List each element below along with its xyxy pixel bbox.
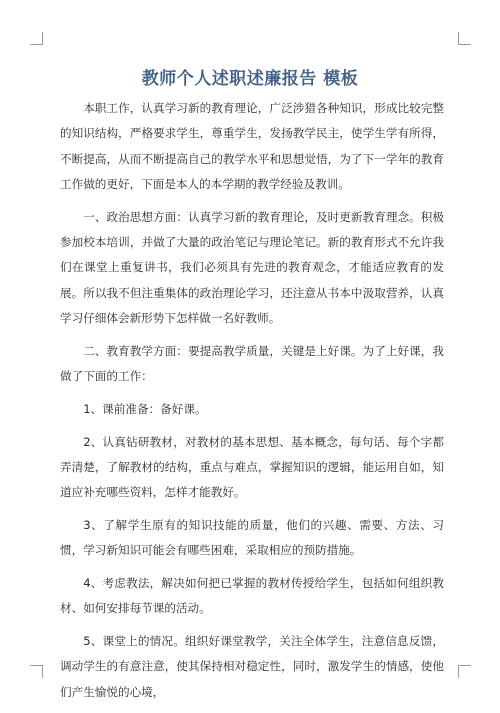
paragraph-teaching: 二、教育教学方面：要提高教学质量，关键是上好课。为了上好课，我做了下面的工作： xyxy=(60,343,444,383)
document-body xyxy=(60,96,444,713)
paragraph-item-4: 4、考虑教法，解决如何把已掌握的教材传授给学生，包括如何组织教材、如何安排每节课的活动。 xyxy=(60,576,444,616)
paragraph-item-1: 1、课前准备：备好课。 xyxy=(83,401,207,416)
paragraph-item-3: 3、了解学生原有的知识技能的质量，他们的兴趣、需要、方法、习惯，学习新知识可能会有哪些困难，采取相应的预防措施。 xyxy=(60,517,444,558)
document-title: 教师个人述职述廉报告 模板 xyxy=(141,69,359,89)
paragraph-political: 一、政治思想方面：认真学习新的教育理论，及时更新教育理念。积极参加校本培训，并做了大量的政治笔记与理论笔记。新的教育形式不允许我们在课堂上重复讲书，我们必须具有先进的教育观念，才能适应教育的发展。所以我不但注重集体的政治理论学习，还注意从书本中汲取营养，认真学习仔细体会新形势下怎样做一名好教师。 xyxy=(60,209,444,325)
crop-mark-bottom-left xyxy=(30,665,43,678)
paragraph-item-2: 2、认真钻研教材，对教材的基本思想、基本概念，每句话、每个字都弄清楚，了解教材的结构，重点与难点，掌握知识的逻辑，能运用自如，知道应补充哪些资料，怎样才能教好。 xyxy=(60,434,444,500)
paragraph-intro: 本职工作，认真学习新的教育理论，广泛涉猎各种知识，形成比较完整的知识结构，严格要求学生，尊重学生，发扬教学民主，使学生学有所得，不断提高，从而不断提高自己的教学水平和思想觉悟，为了下一学年的教育工作做的更好，下面是本人的本学期的教学经验及教训。 xyxy=(60,101,444,191)
paragraph-item-5: 5、课堂上的情况。组织好课堂教学，关注全体学生，注意信息反馈，调动学生的有意注意，使其保持相对稳定性，同时，激发学生的情感，使他们产生愉悦的心境， xyxy=(60,634,444,699)
crop-mark-top-left xyxy=(30,32,43,45)
crop-mark-top-right xyxy=(458,32,471,45)
crop-mark-bottom-right xyxy=(458,665,471,678)
